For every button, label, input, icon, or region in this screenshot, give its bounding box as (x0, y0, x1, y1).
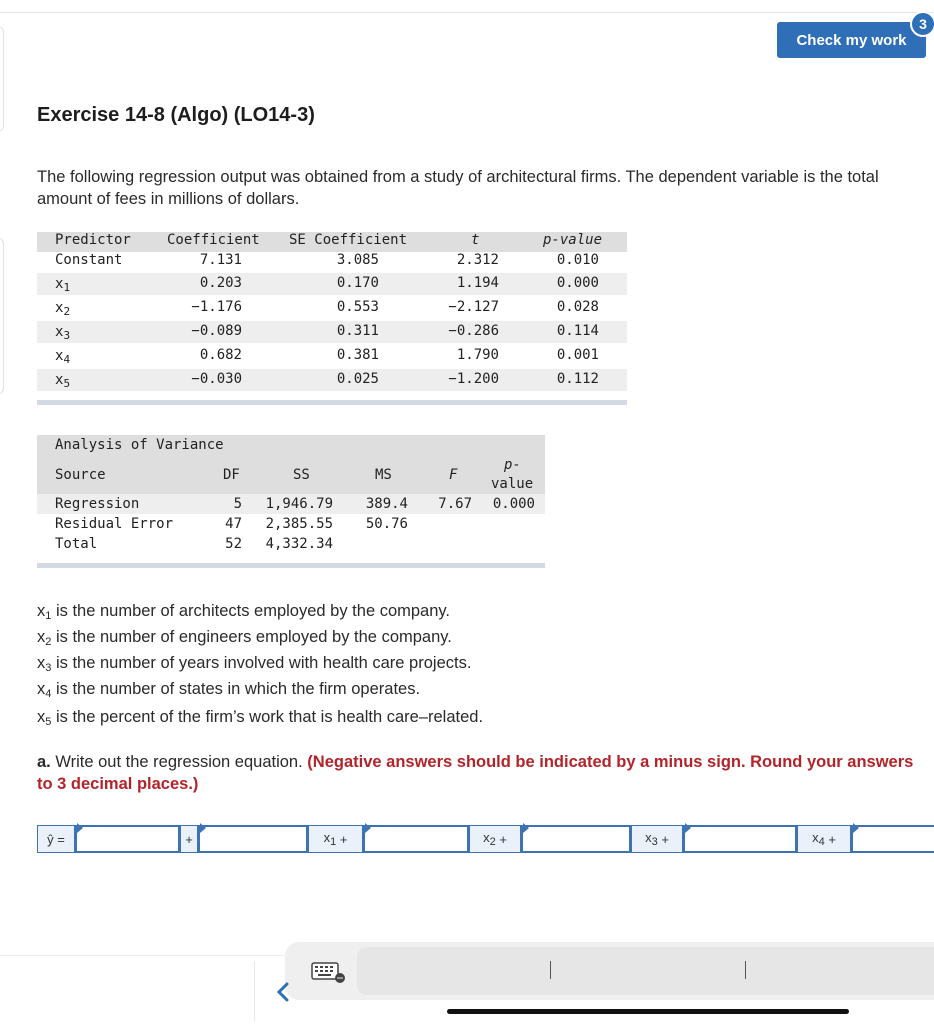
x3-label: $x_3$ + (631, 825, 683, 853)
coef-cell: −0.030 (191, 371, 242, 387)
coef-cell: 0.682 (199, 347, 242, 363)
question-prompt (37, 751, 922, 795)
anova-ms-cell: 389.4 (365, 496, 408, 512)
predictor-cell: Constant (55, 252, 123, 268)
predictor-cell: $x_5$ (55, 372, 71, 390)
header-t: t (471, 232, 480, 248)
anova-header-p-bottom: value (491, 476, 534, 492)
x2-coefficient-input[interactable] (363, 825, 469, 853)
predictor-cell: $x_3$ (55, 324, 71, 342)
input-marker-icon (77, 823, 83, 833)
x1-label: $x_1$ + (308, 825, 363, 853)
regression-row (37, 321, 627, 343)
x4-label: $x_4$ + (797, 825, 851, 853)
x3-coefficient-input[interactable] (521, 825, 631, 853)
p-cell: 0.001 (556, 347, 599, 363)
coef-cell: −1.176 (191, 299, 242, 315)
anova-header-df: DF (223, 467, 240, 483)
x1-coefficient-input[interactable] (198, 825, 308, 853)
p-cell: 0.000 (556, 275, 599, 291)
t-cell: 1.790 (456, 347, 499, 363)
se-cell: 0.311 (336, 323, 379, 339)
definition-line: $x_1$ is the number of architects employed by the company. (37, 602, 451, 622)
se-cell: 0.170 (336, 275, 379, 291)
anova-source-cell: Residual Error (55, 516, 174, 532)
anova-ss-cell: 1,946.79 (265, 496, 333, 512)
p-cell: 0.112 (556, 371, 599, 387)
regression-row (37, 369, 627, 391)
coef-cell: −0.089 (191, 323, 242, 339)
anova-header-p-top: p- (504, 457, 521, 473)
se-cell: 0.025 (336, 371, 379, 387)
top-divider (0, 12, 934, 13)
anova-source-cell: Total (55, 536, 98, 552)
p-cell: 0.028 (556, 299, 599, 315)
x5-coefficient-input[interactable] (851, 825, 934, 853)
p-cell: 0.010 (556, 252, 599, 268)
anova-header-source: Source (55, 467, 106, 483)
input-marker-icon (853, 823, 859, 833)
t-cell: 2.312 (456, 252, 499, 268)
regression-row (37, 345, 627, 367)
coef-cell: 7.131 (199, 252, 242, 268)
input-marker-icon (365, 823, 371, 833)
plus-label: + (180, 825, 198, 853)
regression-row (37, 273, 627, 295)
predictor-cell: $x_2$ (55, 300, 71, 318)
anova-header-f: F (449, 467, 458, 483)
definition-line: $x_5$ is the percent of the firm’s work that is health care–related. (37, 708, 484, 728)
anova-p-cell: 0.000 (492, 496, 535, 512)
regression-row (37, 297, 627, 319)
t-cell: −2.127 (448, 299, 499, 315)
anova-table (37, 435, 545, 563)
definition-line: $x_3$ is the number of years involved with health care projects. (37, 654, 472, 674)
check-my-work-button[interactable]: Check my work (777, 22, 926, 58)
header-predictor: Predictor (55, 232, 131, 248)
anova-divider (37, 563, 545, 568)
exercise-title: Exercise 14-8 (Algo) (LO14-3) (37, 104, 315, 126)
input-marker-icon (200, 823, 206, 833)
keyboard-icon[interactable] (310, 960, 346, 984)
anova-ss-cell: 2,385.55 (265, 516, 333, 532)
se-cell: 0.553 (336, 299, 379, 315)
regression-header-row (37, 232, 627, 252)
anova-df-cell: 5 (233, 496, 242, 512)
back-chevron-icon[interactable] (276, 982, 290, 1002)
anova-ss-cell: 4,332.34 (265, 536, 333, 552)
keyboard-input-field[interactable] (357, 947, 934, 995)
input-marker-icon (523, 823, 529, 833)
exercise-intro: The following regression output was obtained from a study of architectural firms. The dependent variable is the total amount of fees in millions of dollars. (37, 168, 879, 208)
side-tab[interactable] (0, 26, 4, 132)
definition-line: $x_2$ is the number of engineers employed by the company. (37, 628, 452, 648)
x4-coefficient-input[interactable] (683, 825, 797, 853)
anova-df-cell: 52 (225, 536, 242, 552)
variable-definitions (37, 598, 483, 730)
predictor-cell: $x_4$ (55, 348, 71, 366)
text-cursor (550, 961, 551, 979)
regression-equation-row (37, 825, 934, 853)
t-cell: −1.200 (448, 371, 499, 387)
se-cell: 3.085 (336, 252, 379, 268)
yhat-label: ŷ = (37, 825, 75, 853)
attempts-badge: 3 (910, 11, 934, 37)
question-text: Write out the regression equation. (50, 753, 308, 771)
header-p-value: p-value (543, 232, 603, 248)
predictor-cell: $x_1$ (55, 276, 71, 294)
t-cell: −0.286 (448, 323, 499, 339)
p-cell: 0.114 (556, 323, 599, 339)
header-se-coefficient: SE Coefficient (289, 232, 408, 248)
x2-label: $x_2$ + (469, 825, 521, 853)
se-cell: 0.381 (336, 347, 379, 363)
t-cell: 1.194 (456, 275, 499, 291)
regression-row (37, 252, 627, 272)
anova-ms-cell: 50.76 (365, 516, 408, 532)
anova-df-cell: 47 (225, 516, 242, 532)
input-marker-icon (685, 823, 691, 833)
anova-header-ss: SS (293, 467, 310, 483)
table-divider (37, 400, 627, 405)
question-label: a. (37, 753, 51, 771)
constant-input[interactable] (75, 825, 180, 853)
definition-line: $x_4$ is the number of states in which the firm operates. (37, 680, 421, 700)
anova-header-ms: MS (375, 467, 392, 483)
header-coefficient: Coefficient (167, 232, 260, 248)
question-instruction: (Negative answers should be indicated by a minus sign. Round your answers to 3 decimal places.) (37, 753, 914, 793)
home-indicator[interactable] (447, 1009, 849, 1014)
anova-source-cell: Regression (55, 496, 140, 512)
text-cursor (745, 961, 746, 979)
coef-cell: 0.203 (199, 275, 242, 291)
anova-title: Analysis of Variance (55, 437, 224, 453)
anova-f-cell: 7.67 (438, 496, 472, 512)
side-tab[interactable] (0, 238, 4, 394)
